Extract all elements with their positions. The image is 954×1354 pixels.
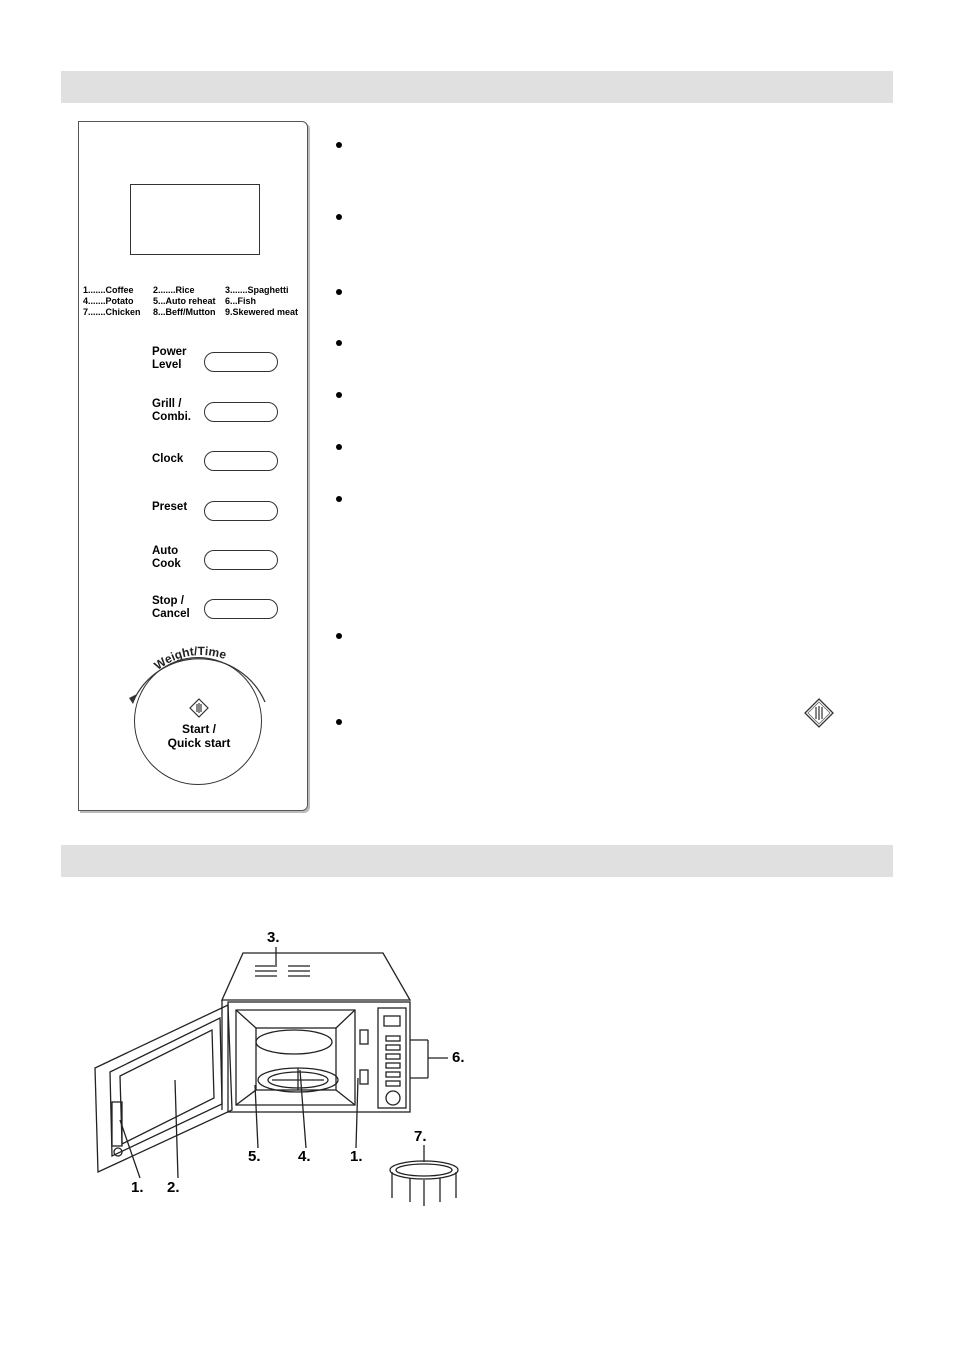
menu-entry: 7.......Chicken bbox=[83, 307, 141, 317]
clock-label: Clock bbox=[152, 453, 184, 465]
callout-label: 5. bbox=[248, 1148, 261, 1165]
callout-label: 3. bbox=[267, 929, 280, 946]
callout-label: 6. bbox=[452, 1049, 465, 1066]
menu-entry: 6...Fish bbox=[225, 296, 257, 306]
menu-entry: 9.Skewered meat bbox=[225, 307, 299, 317]
menu-entry: 8...Beff/Mutton bbox=[153, 307, 216, 317]
menu-entry: 5...Auto reheat bbox=[153, 296, 216, 306]
menu-entry: 1.......Coffee bbox=[83, 285, 134, 295]
menu-entry: 4.......Potato bbox=[83, 296, 134, 306]
callout-label: 2. bbox=[167, 1179, 180, 1196]
menu-entry: 2.......Rice bbox=[153, 285, 195, 295]
callout-label: 1. bbox=[131, 1179, 144, 1196]
stop-cancel-label: Stop / Cancel bbox=[152, 595, 190, 620]
weight-time-label: Weight/Time bbox=[151, 643, 229, 673]
callout-label: 1. bbox=[350, 1148, 363, 1165]
callout-label: 4. bbox=[298, 1148, 311, 1165]
auto-cook-label: Auto Cook bbox=[152, 545, 181, 570]
preset-label: Preset bbox=[152, 501, 188, 513]
grill-combi-label: Grill / Combi. bbox=[152, 398, 191, 423]
start-quick-start-label: Start / Quick start bbox=[167, 722, 231, 750]
callout-label: 7. bbox=[414, 1128, 427, 1145]
menu-entry: 3.......Spaghetti bbox=[225, 285, 289, 295]
power-level-label: Power Level bbox=[152, 346, 187, 371]
